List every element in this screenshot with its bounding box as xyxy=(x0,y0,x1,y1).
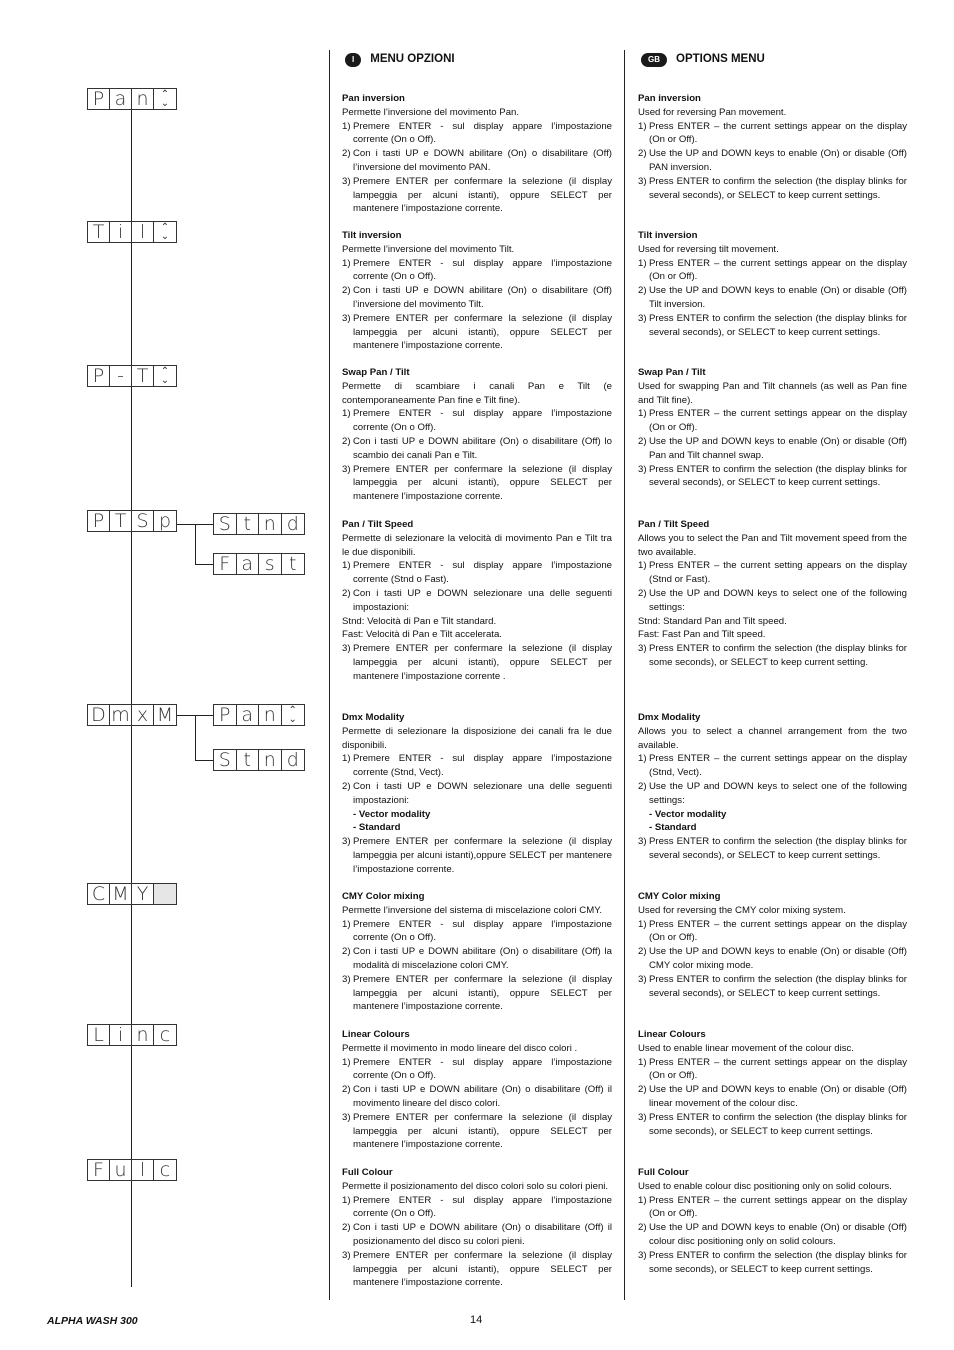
section-intro: Used to enable colour disc positioning only on solid colours. xyxy=(638,1180,892,1192)
step-item xyxy=(638,175,907,203)
step-text: Use the UP and DOWN keys to enable (On) or disable (Off) colour disc positioning only on solid colours. xyxy=(649,1222,907,1247)
step-text: Con i tasti UP e DOWN abilitare (On) o disabilitare (Off) l’inversione del movimento Tilt. xyxy=(353,285,612,310)
section-title: Linear Colours xyxy=(342,1029,410,1040)
option-bold: - Standard xyxy=(649,822,697,834)
step-number: 2) xyxy=(342,1222,351,1234)
section-gb-4 xyxy=(638,711,907,863)
step-text: Press ENTER to confirm the selection (the display blinks for some seconds), or SELECT to keep current settings. xyxy=(649,1111,907,1137)
section-title: Tilt inversion xyxy=(342,230,402,241)
section-title: Tilt inversion xyxy=(638,230,698,241)
lcd-cell: p xyxy=(158,510,172,532)
step-number: 1) xyxy=(342,1056,351,1068)
lcd-cell: a xyxy=(110,89,132,109)
step-item xyxy=(342,642,612,683)
lcd-cell: - xyxy=(110,366,132,386)
step-text: Con i tasti UP e DOWN abilitare (On) o disabilitare (Off) la modalità di miscelazione colori CMY. xyxy=(353,946,612,971)
step-item xyxy=(342,284,612,312)
step-item xyxy=(342,1221,612,1249)
step-item xyxy=(342,1056,612,1084)
step-item xyxy=(342,120,612,148)
section-it-6 xyxy=(342,1028,612,1152)
step-item xyxy=(638,1083,907,1111)
lcd-cell: n xyxy=(132,89,154,109)
lcd-cell: d xyxy=(286,513,299,535)
step-number: 1) xyxy=(342,408,351,420)
step-item xyxy=(342,835,612,876)
step-item xyxy=(342,257,612,285)
step-text: Premere ENTER per confermare la selezione (il display lampeggia per alcuni istanti), oppure SELECT per mantenere l’impostazione corrente. xyxy=(353,312,612,352)
lcd-cell: c xyxy=(159,1159,171,1181)
section-intro: Permette l’inversione del sistema di miscelazione colori CMY. xyxy=(342,904,603,916)
section-it-0 xyxy=(342,92,612,216)
step-item xyxy=(638,752,907,780)
step-item xyxy=(342,1249,612,1290)
lcd-menu-fulc xyxy=(87,1159,177,1181)
step-item xyxy=(342,587,612,615)
lcd-cell: F xyxy=(88,1160,110,1180)
section-it-2 xyxy=(342,366,612,504)
lcd-cell: a xyxy=(237,705,260,725)
lcd-cell: C xyxy=(88,884,110,904)
option-note: Stnd: Velocità di Pan e Tilt standard. xyxy=(342,615,497,627)
lcd-menu-til xyxy=(87,221,177,243)
step-number: 3) xyxy=(638,643,647,655)
lcd-menu-cmy xyxy=(87,883,177,905)
step-text: Use the UP and DOWN keys to enable (On) or disable (Off) Pan and Tilt channel swap. xyxy=(649,435,907,461)
step-item xyxy=(638,1249,907,1277)
up-arrow-icon: ⌃ xyxy=(160,222,170,233)
section-gb-0 xyxy=(638,92,907,202)
step-number: 1) xyxy=(342,560,351,572)
step-number: 2) xyxy=(638,1084,647,1096)
step-text: Premere ENTER per confermare la selezione (il display lampeggia per alcuni istanti), oppure SELECT per mantenere l’impostazione corrente. xyxy=(353,973,612,1013)
section-intro: Used for reversing the CMY color mixing system. xyxy=(638,904,846,916)
section-intro: Permette l’inversione del movimento Tilt. xyxy=(342,243,515,255)
lcd-menu-pan xyxy=(87,88,177,110)
section-it-4 xyxy=(342,711,612,877)
step-item xyxy=(342,780,612,808)
step-number: 2) xyxy=(638,148,647,160)
step-item xyxy=(342,147,612,175)
section-it-5 xyxy=(342,890,612,1014)
lcd-cell: P xyxy=(88,511,110,531)
step-text: Con i tasti UP e DOWN selezionare una delle seguenti impostazioni: xyxy=(353,780,612,806)
lcd-cell: n xyxy=(132,1025,154,1045)
lcd-cell: u xyxy=(110,1160,132,1180)
step-number: 2) xyxy=(342,435,351,447)
step-item xyxy=(342,559,612,587)
section-intro: Used for reversing tilt movement. xyxy=(638,243,779,255)
lcd-menu-dmxm xyxy=(87,704,177,726)
step-text: Use the UP and DOWN keys to enable (On) or disable (Off) linear movement of the colour disc. xyxy=(649,1084,907,1109)
option-bold: - Vector modality xyxy=(353,808,431,820)
lcd-cell: T xyxy=(110,511,132,531)
language-badge-gb: GB xyxy=(641,53,667,67)
section-gb-7 xyxy=(638,1166,907,1276)
lcd-cell: M xyxy=(156,704,174,726)
step-text: Press ENTER to confirm the selection (the display blinks for several seconds), or SELECT to keep current settings. xyxy=(649,973,907,999)
english-column xyxy=(638,52,907,1275)
step-number: 1) xyxy=(638,257,647,269)
step-number: 3) xyxy=(342,1111,351,1123)
section-gb-5 xyxy=(638,890,907,1000)
step-number: 2) xyxy=(638,946,647,958)
step-number: 1) xyxy=(342,918,351,930)
step-text: Premere ENTER per confermare la selezione (il display lampeggia per alcuni istanti), oppure SELECT per mantenere l’impostazione corrente. xyxy=(353,1111,612,1151)
step-item xyxy=(638,918,907,946)
step-text: Con i tasti UP e DOWN abilitare (On) o disabilitare (Off) il posizionamento del disco su colori pieni. xyxy=(353,1222,612,1247)
section-title: Full Colour xyxy=(638,1167,689,1178)
down-arrow-icon: ⌄ xyxy=(288,714,297,725)
step-number: 1) xyxy=(638,408,647,420)
lcd-cell: F xyxy=(214,554,237,574)
step-item xyxy=(342,945,612,973)
italian-title: MENU OPZIONI xyxy=(370,53,455,66)
lcd-cell: c xyxy=(159,1024,171,1046)
step-text: Con i tasti UP e DOWN abilitare (On) o disabilitare (Off) il movimento lineare del disco colori. xyxy=(353,1084,612,1109)
lcd-cell: S xyxy=(214,750,237,770)
connector-ptsp-branch xyxy=(195,524,196,564)
english-header xyxy=(638,52,907,68)
page-number: 14 xyxy=(470,1314,483,1326)
italian-column xyxy=(342,52,612,1289)
step-text: Use the UP and DOWN keys to enable (On) or disable (Off) PAN inversion. xyxy=(649,148,907,173)
step-number: 1) xyxy=(342,120,351,132)
step-number: 3) xyxy=(638,1111,647,1123)
step-item xyxy=(638,1194,907,1222)
step-text: Premere ENTER - sul display appare l’impostazione corrente (On o Off). xyxy=(353,918,612,944)
lcd-cell xyxy=(282,705,304,725)
section-title: Pan / Tilt Speed xyxy=(342,519,414,530)
section-title: Swap Pan / Tilt xyxy=(342,367,410,378)
step-text: Press ENTER to confirm the selection (the display blinks for some seconds), or SELECT to keep current settings. xyxy=(649,1249,907,1275)
lcd-cell: n xyxy=(259,750,282,770)
lcd-cell: D xyxy=(88,705,110,725)
lcd-menu-linc xyxy=(87,1024,177,1046)
step-text: Premere ENTER - sul display appare l’impostazione corrente (Stnd, Vect). xyxy=(353,753,612,779)
lcd-cell: t xyxy=(289,553,297,575)
step-text: Premere ENTER - sul display appare l’impostazione corrente (On o Off). xyxy=(353,1056,612,1082)
step-text: Premere ENTER - sul display appare l’impostazione corrente (On o Off). xyxy=(353,120,612,146)
lcd-cell xyxy=(154,89,176,109)
step-number: 2) xyxy=(638,1222,647,1234)
section-title: CMY Color mixing xyxy=(638,891,721,902)
lcd-cell: l xyxy=(132,222,154,242)
lcd-menu-pt xyxy=(87,365,177,387)
lcd-cell: n xyxy=(259,514,282,534)
step-item xyxy=(638,463,907,491)
option-note: Fast: Fast Pan and Tilt speed. xyxy=(638,629,766,641)
step-item xyxy=(638,1111,907,1139)
step-text: Press ENTER to confirm the selection (the display blinks for several seconds), or SELECT to keep current settings. xyxy=(649,836,907,861)
step-item xyxy=(638,147,907,175)
connector-dmxm-branch xyxy=(195,715,196,760)
step-number: 1) xyxy=(638,120,647,132)
step-item xyxy=(342,312,612,353)
step-number: 3) xyxy=(342,973,351,985)
step-number: 1) xyxy=(342,1194,351,1206)
lcd-cell: d xyxy=(286,749,299,771)
step-item xyxy=(638,1221,907,1249)
step-text: Premere ENTER - sul display appare l’impostazione corrente (On o Off). xyxy=(353,1194,612,1220)
section-intro: Used for reversing Pan movement. xyxy=(638,106,787,118)
lcd-cell: i xyxy=(110,222,132,242)
step-item xyxy=(638,312,907,340)
step-number: 3) xyxy=(342,1249,351,1261)
lcd-cell: P xyxy=(88,89,110,109)
lcd-cell: x xyxy=(132,705,154,725)
step-text: Press ENTER – the current settings appear on the display (On or Off). xyxy=(649,257,907,283)
lcd-menu-ptsp xyxy=(87,510,177,532)
step-number: 3) xyxy=(638,463,647,475)
step-text: Press ENTER – the current settings appear on the display (On or Off). xyxy=(649,120,907,146)
lcd-cell: t xyxy=(237,514,260,534)
section-it-3 xyxy=(342,518,612,684)
step-text: Premere ENTER per confermare la selezione (il display lampeggia per alcuni istanti), oppure SELECT per mantenere l’impostazione corrente. xyxy=(353,175,612,215)
step-item xyxy=(342,1083,612,1111)
section-intro: Permette di scambiare i canali Pan e Tilt (e contemporaneamente Pan fine e Tilt fine). xyxy=(342,380,612,406)
step-text: Premere ENTER - sul display appare l’impostazione corrente (Stnd o Fast). xyxy=(353,560,612,586)
step-item xyxy=(638,587,907,615)
step-item xyxy=(342,973,612,1014)
lcd-cell xyxy=(154,366,176,386)
section-title: Linear Colours xyxy=(638,1029,706,1040)
step-item xyxy=(638,973,907,1001)
step-number: 2) xyxy=(638,587,647,599)
english-title: OPTIONS MENU xyxy=(676,53,765,66)
section-title: Swap Pan / Tilt xyxy=(638,367,706,378)
option-note: Stnd: Standard Pan and Tilt speed. xyxy=(638,615,787,627)
down-arrow-icon: ⌄ xyxy=(160,231,170,242)
lcd-sub-ptsp-stnd xyxy=(213,513,305,535)
step-item xyxy=(638,1056,907,1084)
step-number: 3) xyxy=(342,643,351,655)
step-text: Premere ENTER - sul display appare l’impostazione corrente (On o Off). xyxy=(353,408,612,434)
step-text: Press ENTER – the current settings appear on the display (On or Off). xyxy=(649,918,907,944)
lcd-cell: L xyxy=(88,1025,110,1045)
step-item xyxy=(342,1194,612,1222)
lcd-sub-ptsp-fast xyxy=(213,553,305,575)
section-title: Full Colour xyxy=(342,1167,393,1178)
lcd-cell: n xyxy=(259,705,282,725)
step-number: 3) xyxy=(638,1249,647,1261)
step-number: 1) xyxy=(638,753,647,765)
section-intro: Permette l’inversione del movimento Pan. xyxy=(342,106,520,118)
step-item xyxy=(342,435,612,463)
section-intro: Allows you to select the Pan and Tilt movement speed from the two available. xyxy=(638,532,907,558)
section-title: CMY Color mixing xyxy=(342,891,425,902)
lcd-cell: s xyxy=(259,554,282,574)
section-gb-2 xyxy=(638,366,907,490)
step-item xyxy=(638,642,907,670)
step-number: 1) xyxy=(638,1056,647,1068)
step-item xyxy=(638,407,907,435)
menu-tree-line xyxy=(131,110,132,1287)
lcd-cell: T xyxy=(88,222,110,242)
step-text: Premere ENTER per confermare la selezione (il display lampeggia per alcuni istanti), oppure SELECT per mantenere l’impostazione corrente. xyxy=(353,463,612,503)
section-title: Dmx Modality xyxy=(342,712,405,723)
up-arrow-icon: ⌃ xyxy=(160,366,170,377)
section-title: Pan inversion xyxy=(638,93,701,104)
section-intro: Permette il posizionamento del disco colori solo su colori pieni. xyxy=(342,1180,609,1192)
step-item xyxy=(638,780,907,808)
lcd-cell: P xyxy=(88,366,110,386)
step-text: Premere ENTER per confermare la selezione (il display lampeggia per alcuni istanti), oppure SELECT per mantenere l’impostazione corrente . xyxy=(353,643,612,682)
lcd-cell: Y xyxy=(132,884,154,904)
step-number: 1) xyxy=(638,918,647,930)
product-name: ALPHA WASH 300 xyxy=(47,1315,138,1327)
section-gb-3 xyxy=(638,518,907,670)
step-number: 3) xyxy=(638,836,647,848)
step-text: Use the UP and DOWN keys to select one of the following settings: xyxy=(649,587,907,613)
step-item xyxy=(342,752,612,780)
lcd-cell: a xyxy=(237,554,260,574)
step-text: Premere ENTER per confermare la selezione (il display lampeggia per alcuni istanti),oppure SELECT per mantenere l’impostazione corrente. xyxy=(353,836,612,875)
step-text: Con i tasti UP e DOWN selezionare una delle seguenti impostazioni: xyxy=(353,587,612,613)
step-item xyxy=(342,463,612,504)
step-number: 3) xyxy=(638,175,647,187)
lcd-cell: M xyxy=(110,884,132,904)
connector-dmxm-stnd xyxy=(195,760,213,761)
column-separator-left xyxy=(329,50,330,1300)
step-item xyxy=(638,284,907,312)
step-number: 3) xyxy=(638,312,647,324)
section-it-7 xyxy=(342,1166,612,1290)
step-number: 1) xyxy=(638,560,647,572)
step-number: 2) xyxy=(342,285,351,297)
section-gb-6 xyxy=(638,1028,907,1138)
step-number: 1) xyxy=(638,1194,647,1206)
section-it-1 xyxy=(342,229,612,353)
step-text: Press ENTER – the current settings appear on the display (On or Off). xyxy=(649,1194,907,1220)
option-note: Fast: Velocità di Pan e Tilt accelerata. xyxy=(342,629,502,641)
step-number: 3) xyxy=(342,312,351,324)
step-item xyxy=(638,257,907,285)
up-arrow-icon: ⌃ xyxy=(160,89,170,100)
step-text: Con i tasti UP e DOWN abilitare (On) o disabilitare (Off) lo scambio dei canali Pan e Tilt. xyxy=(353,435,612,461)
lcd-cell: t xyxy=(237,750,260,770)
down-arrow-icon: ⌄ xyxy=(160,375,170,386)
step-number: 1) xyxy=(342,753,351,765)
step-text: Press ENTER – the current setting appears on the display (Stnd or Fast). xyxy=(649,560,907,586)
step-number: 3) xyxy=(342,175,351,187)
step-item xyxy=(638,945,907,973)
step-item xyxy=(342,918,612,946)
step-number: 2) xyxy=(638,285,647,297)
lcd-cell xyxy=(154,222,176,242)
step-number: 2) xyxy=(638,780,647,792)
section-intro: Permette di selezionare la velocità di movimento Pan e Tilt tra le due disponibili. xyxy=(342,532,612,558)
lcd-cell: S xyxy=(132,511,154,531)
step-number: 2) xyxy=(342,780,351,792)
lcd-sub-dmxm-stnd xyxy=(213,749,305,771)
step-text: Con i tasti UP e DOWN abilitare (On) o disabilitare (Off) l’inversione del movimento PAN. xyxy=(353,148,612,173)
step-item xyxy=(638,559,907,587)
step-text: Press ENTER to confirm the selection (the display blinks for several seconds), or SELECT to keep current settings. xyxy=(649,175,907,201)
lcd-cell: l xyxy=(132,1160,154,1180)
step-number: 3) xyxy=(342,463,351,475)
step-text: Press ENTER to confirm the selection (the display blinks for several seconds), or SELECT to keep current settings. xyxy=(649,463,907,489)
step-item xyxy=(638,435,907,463)
step-text: Use the UP and DOWN keys to select one of the following settings: xyxy=(649,780,907,806)
section-intro: Used for swapping Pan and Tilt channels (as well as Pan fine and Tilt fine). xyxy=(638,380,907,406)
step-number: 1) xyxy=(342,257,351,269)
step-item xyxy=(342,407,612,435)
option-bold: - Standard xyxy=(353,822,401,834)
option-bold: - Vector modality xyxy=(649,808,727,820)
step-number: 2) xyxy=(342,1084,351,1096)
step-text: Premere ENTER per confermare la selezione (il display lampeggia per alcuni istanti), oppure SELECT per mantenere l’impostazione corrente. xyxy=(353,1249,612,1289)
step-number: 2) xyxy=(638,435,647,447)
italian-header xyxy=(342,52,612,68)
lcd-cell: P xyxy=(214,705,237,725)
section-title: Dmx Modality xyxy=(638,712,701,723)
step-number: 2) xyxy=(342,148,351,160)
step-text: Press ENTER – the current settings appear on the display (On or Off). xyxy=(649,408,907,434)
lcd-sub-dmxm-pan xyxy=(213,704,305,726)
section-intro: Used to enable linear movement of the colour disc. xyxy=(638,1042,854,1054)
step-item xyxy=(638,120,907,148)
lcd-cell: S xyxy=(214,514,237,534)
lcd-cell xyxy=(154,884,176,904)
lcd-cell: T xyxy=(132,366,154,386)
column-separator-right xyxy=(624,50,625,1300)
step-number: 2) xyxy=(342,587,351,599)
step-item xyxy=(342,1111,612,1152)
step-item xyxy=(638,835,907,863)
section-title: Pan inversion xyxy=(342,93,405,104)
step-text: Press ENTER to confirm the selection (the display blinks for several seconds), or SELECT to keep current settings. xyxy=(649,312,907,338)
step-text: Use the UP and DOWN keys to enable (On) or disable (Off) CMY color mixing mode. xyxy=(649,946,907,971)
down-arrow-icon: ⌄ xyxy=(160,98,170,109)
section-intro: Permette di selezionare la disposizione dei canali fra le due disponibili. xyxy=(342,725,612,751)
step-text: Use the UP and DOWN keys to enable (On) or disable (Off) Tilt inversion. xyxy=(649,285,907,310)
step-item xyxy=(342,175,612,216)
section-title: Pan / Tilt Speed xyxy=(638,519,710,530)
step-number: 3) xyxy=(342,836,351,848)
step-text: Premere ENTER - sul display appare l’impostazione corrente (On o Off). xyxy=(353,257,612,283)
section-intro: Permette il movimento in modo lineare del disco colori . xyxy=(342,1042,578,1054)
language-badge-it: I xyxy=(345,53,361,67)
step-number: 3) xyxy=(638,973,647,985)
step-text: Press ENTER – the current settings appear on the display (Stnd, Vect). xyxy=(649,753,907,779)
step-text: Press ENTER – the current settings appear on the display (On or Off). xyxy=(649,1056,907,1082)
step-number: 2) xyxy=(342,946,351,958)
section-gb-1 xyxy=(638,229,907,339)
up-arrow-icon: ⌃ xyxy=(288,705,297,716)
step-text: Press ENTER to confirm the selection (the display blinks for some seconds), or SELECT to keep current setting. xyxy=(649,643,907,668)
lcd-cell: m xyxy=(110,705,132,725)
section-intro: Allows you to select a channel arrangement from the two available. xyxy=(638,725,907,751)
connector-ptsp-fast xyxy=(195,564,213,565)
lcd-cell: i xyxy=(110,1025,132,1045)
